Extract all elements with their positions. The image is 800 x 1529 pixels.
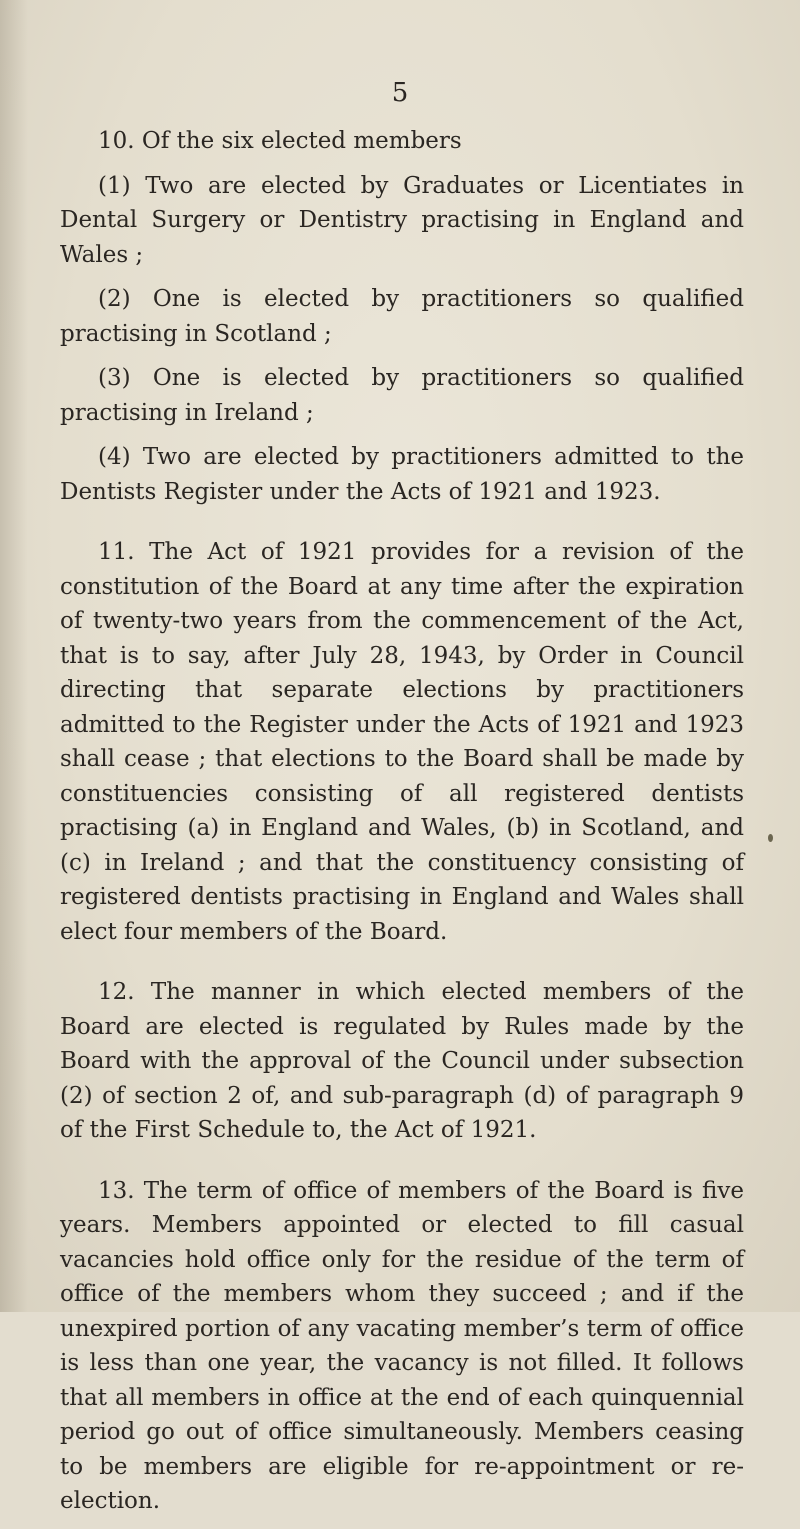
page-edge-shadow [0, 0, 28, 1312]
section-13-paragraph: 13. The term of office of members of the Board is five years. Members appointed or elected to fill casual vacancies hold office only for the residue of the term of office of the members whom they succeed ; and if the unexpired portion of any vacating member’s term of office is less than one year, the vacancy is not filled. It follows that all members in office at the end of each quinquennial period go out of office simultaneously. Members ceasing to be members are eligible for re-appointment or re-election. [60, 1177, 744, 1514]
section-10-heading: 10. Of the six elected members [98, 128, 462, 154]
section-10-item-2: (2) One is elected by practitioners so qualified practising in Scotland ; [60, 286, 744, 347]
section-10-item-4: (4) Two are elected by practitioners admitted to the Dentists Register under the Acts of 1921 and 1923. [60, 444, 744, 505]
section-11-paragraph: 11. The Act of 1921 provides for a revision of the constitution of the Board at any time after the expiration of twenty-two years from the commencement of the Act, that is to say, after July 28, 1943, by Order in Council directing that separate elections by practitioners admitted to the Register under the Acts of 1921 and 1923 shall cease ; that elections to the Board shall be made by constituencies consisting of all registered dentists practising (a) in England and Wales, (b) in Scotland, and (c) in Ireland ; and that the constituency consisting of registered dentists practising in England and Wales shall elect four members of the Board. [60, 539, 744, 945]
section-10-item-1: (1) Two are elected by Graduates or Licentiates in Dental Surgery or Dentistry practising in England and Wales ; [60, 172, 744, 268]
page-number: 5 [391, 78, 409, 108]
section-10-item-3: (3) One is elected by practitioners so qualified practising in Ireland ; [60, 365, 744, 426]
paper-speck [768, 834, 773, 842]
body-text [60, 124, 744, 1529]
section-12-paragraph: 12. The manner in which elected members of the Board are elected is regulated by Rules made by the Board with the approval of the Council under subsection (2) of section 2 of, and sub-paragraph (d) of paragraph 9 of the First Schedule to, the Act of 1921. [60, 979, 744, 1143]
